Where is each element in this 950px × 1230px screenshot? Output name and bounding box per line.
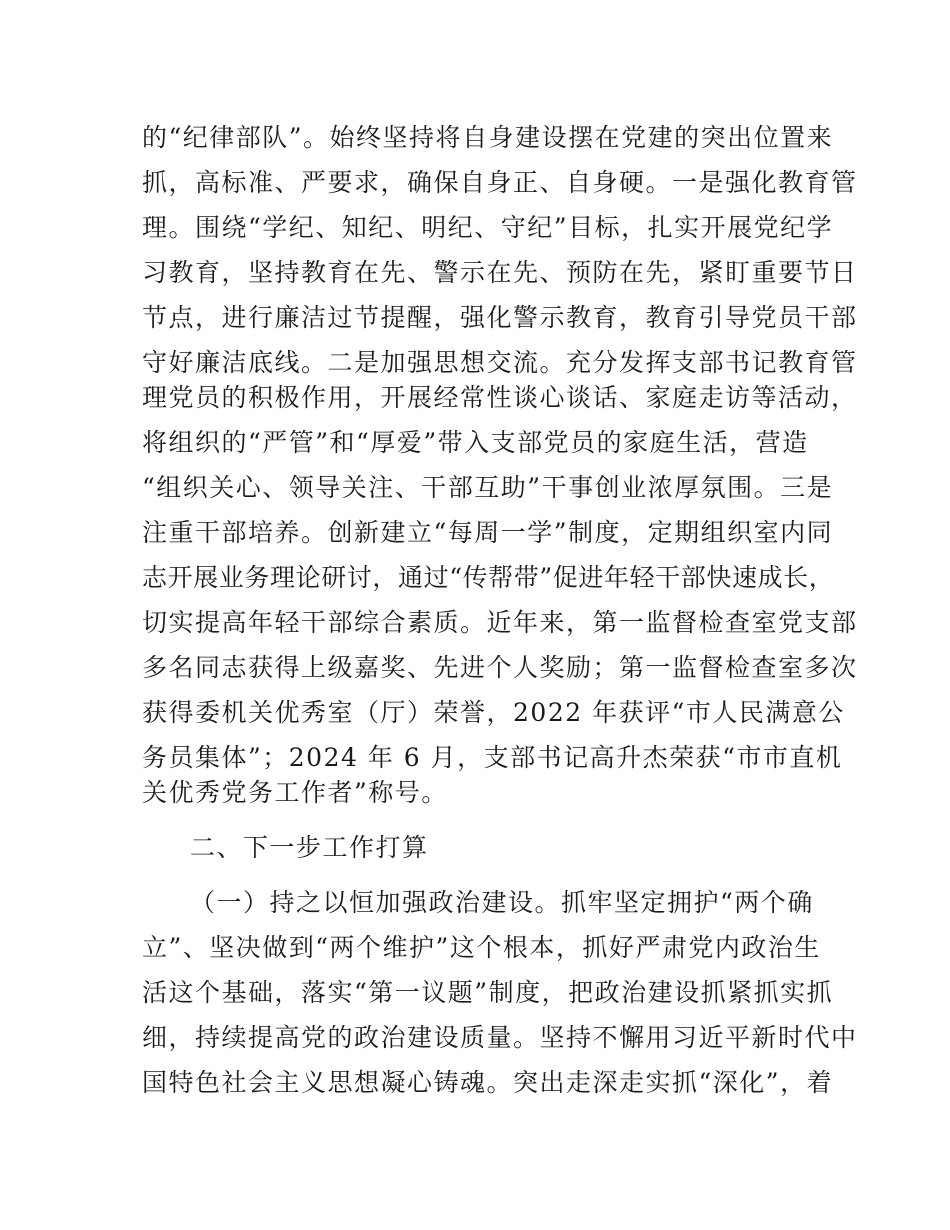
- paragraph-line: 获得委机关优秀室（厅）荣誉，2022 年获评“市人民满意公: [142, 698, 845, 727]
- paragraph-line: 守好廉洁底线。二是加强思想交流。充分发挥支部书记教育管: [142, 348, 858, 377]
- section-heading: 二、下一步工作打算: [190, 833, 429, 862]
- paragraph-line: 细，持续提高党的政治建设质量。坚持不懈用习近平新时代中: [142, 1023, 858, 1052]
- paragraph-line: 节点，进行廉洁过节提醒，强化警示教育，教育引导党员干部: [142, 303, 858, 332]
- paragraph-line: 关优秀党务工作者”称号。: [142, 778, 448, 807]
- paragraph-line: 活这个基础，落实“第一议题”制度，把政治建设抓紧抓实抓: [142, 978, 834, 1007]
- paragraph-line: 理党员的积极作用，开展经常性谈心谈话、家庭走访等活动，: [142, 383, 858, 412]
- paragraph-line: 抓，高标准、严要求，确保自身正、自身硬。一是强化教育管: [142, 168, 858, 197]
- paragraph-line: 理。围绕“学纪、知纪、明纪、守纪”目标，扎实开展党纪学: [142, 213, 834, 242]
- paragraph-line: 多名同志获得上级嘉奖、先进个人奖励；第一监督检查室多次: [142, 653, 858, 682]
- paragraph-line: 将组织的“严管”和“厚爱”带入支部党员的家庭生活，营造: [142, 428, 809, 457]
- paragraph-line: 志开展业务理论研讨，通过“传帮带”促进年轻干部快速成长，: [142, 563, 835, 592]
- paragraph-line: 立”、坚决做到“两个维护”这个根本，抓好严肃党内政治生: [142, 933, 821, 962]
- paragraph-line: “组织关心、领导关注、干部互助”干事创业浓厚氛围。三是: [142, 473, 834, 502]
- paragraph-line: 切实提高年轻干部综合素质。近年来，第一监督检查室党支部: [142, 608, 858, 637]
- paragraph-line: 习教育，坚持教育在先、警示在先、预防在先，紧盯重要节日: [142, 258, 858, 287]
- paragraph-line: 国特色社会主义思想凝心铸魂。突出走深走实抓“深化”，着: [142, 1068, 834, 1097]
- paragraph-line: 的“纪律部队”。始终坚持将自身建设摆在党建的突出位置来: [142, 123, 834, 152]
- paragraph-line: 注重干部培养。创新建立“每周一学”制度，定期组织室内同: [142, 518, 834, 547]
- paragraph-line: 务员集体”；2024 年 6 月，支部书记高升杰荣获“市市直机: [142, 743, 843, 772]
- paragraph-line: （一）持之以恒加强政治建设。抓牢坚定拥护“两个确: [190, 888, 814, 917]
